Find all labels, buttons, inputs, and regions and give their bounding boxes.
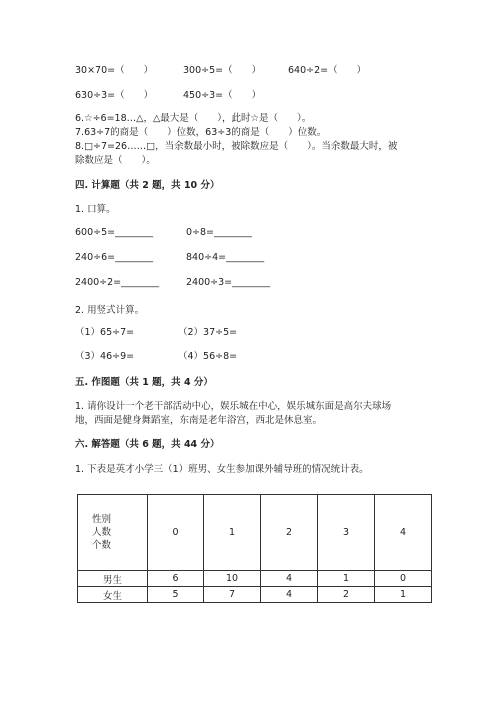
question-label: 1. 口算。 <box>75 204 116 215</box>
table-cell: 1 <box>375 587 432 603</box>
table-cell: 5 <box>148 587 204 603</box>
table-header-cell: 2 <box>261 495 318 571</box>
table-cell: 4 <box>261 571 318 587</box>
section-title-6: 六. 解答题（共 6 题，共 44 分） <box>75 439 220 450</box>
table-cell: 10 <box>204 571 261 587</box>
fill-item-6: 6.☆÷6=18…△，△最大是（ ），此时☆是（ ）。 <box>75 113 312 124</box>
section-title-5: 五. 作图题（共 1 题，共 4 分） <box>75 377 213 388</box>
fill-item-8: 8.□÷7=26……□，当余数最小时，被除数应是（ ）。当余数最大时，被 <box>75 141 398 152</box>
corner-label: 个数 <box>92 540 112 551</box>
oral-calc-item: 0÷8=________ <box>186 227 253 238</box>
table-header-cell: 3 <box>318 495 375 571</box>
calc-item: 450÷3=（ ） <box>183 90 262 101</box>
calc-item: 30×70=（ ） <box>75 65 154 76</box>
section-title-4: 四. 计算题（共 2 题，共 10 分） <box>75 180 220 191</box>
calc-item: 640÷2=（ ） <box>288 65 367 76</box>
oral-calc-item: 2400÷3=________ <box>186 277 271 288</box>
question-label: 2. 用竖式计算。 <box>75 305 145 316</box>
oral-calc-item: 600÷5=________ <box>75 227 154 238</box>
stats-table <box>77 494 432 603</box>
table-cell: 1 <box>318 571 375 587</box>
oral-calc-item: 240÷6=________ <box>75 252 154 263</box>
oral-calc-item: 840÷4=________ <box>186 252 265 263</box>
table-cell: 7 <box>204 587 261 603</box>
vertical-calc-item: （1）65÷7= <box>75 327 135 338</box>
drawing-question-cont: 地，西面是健身舞蹈室，东南是老年浴宫，西北是休息室。 <box>75 415 323 426</box>
corner-cell <box>78 495 148 571</box>
calc-item: 630÷3=（ ） <box>75 90 154 101</box>
oral-calc-item: 2400÷2=________ <box>75 277 160 288</box>
table-row <box>78 587 432 603</box>
vertical-calc-item: （2）37÷5= <box>178 327 238 338</box>
table-cell: 6 <box>148 571 204 587</box>
row-label: 男生 <box>78 571 148 587</box>
drawing-question: 1. 请你设计一个老干部活动中心，娱乐城在中心，娱乐城东面是高尔夫球场 <box>75 401 392 412</box>
table-cell: 4 <box>261 587 318 603</box>
table-header-cell: 0 <box>148 495 204 571</box>
vertical-calc-item: （3）46÷9= <box>75 351 135 362</box>
question-label: 1. 下表是英才小学三（1）班男、女生参加课外辅导班的情况统计表。 <box>75 464 369 475</box>
table-header-cell: 1 <box>204 495 261 571</box>
table-cell: 0 <box>375 571 432 587</box>
corner-label: 性别 <box>92 514 112 525</box>
table-header-cell: 4 <box>375 495 432 571</box>
fill-item-7: 7.63÷7的商是（ ）位数，63÷3的商是（ ）位数。 <box>75 127 327 138</box>
table-cell: 2 <box>318 587 375 603</box>
corner-label: 人数 <box>92 527 112 538</box>
fill-item-8-cont: 除数应是（ ）。 <box>75 155 156 166</box>
table-header-row <box>78 495 432 571</box>
table-row <box>78 571 432 587</box>
row-label: 女生 <box>78 587 148 603</box>
vertical-calc-item: （4）56÷8= <box>178 351 238 362</box>
calc-item: 300÷5=（ ） <box>183 65 262 76</box>
